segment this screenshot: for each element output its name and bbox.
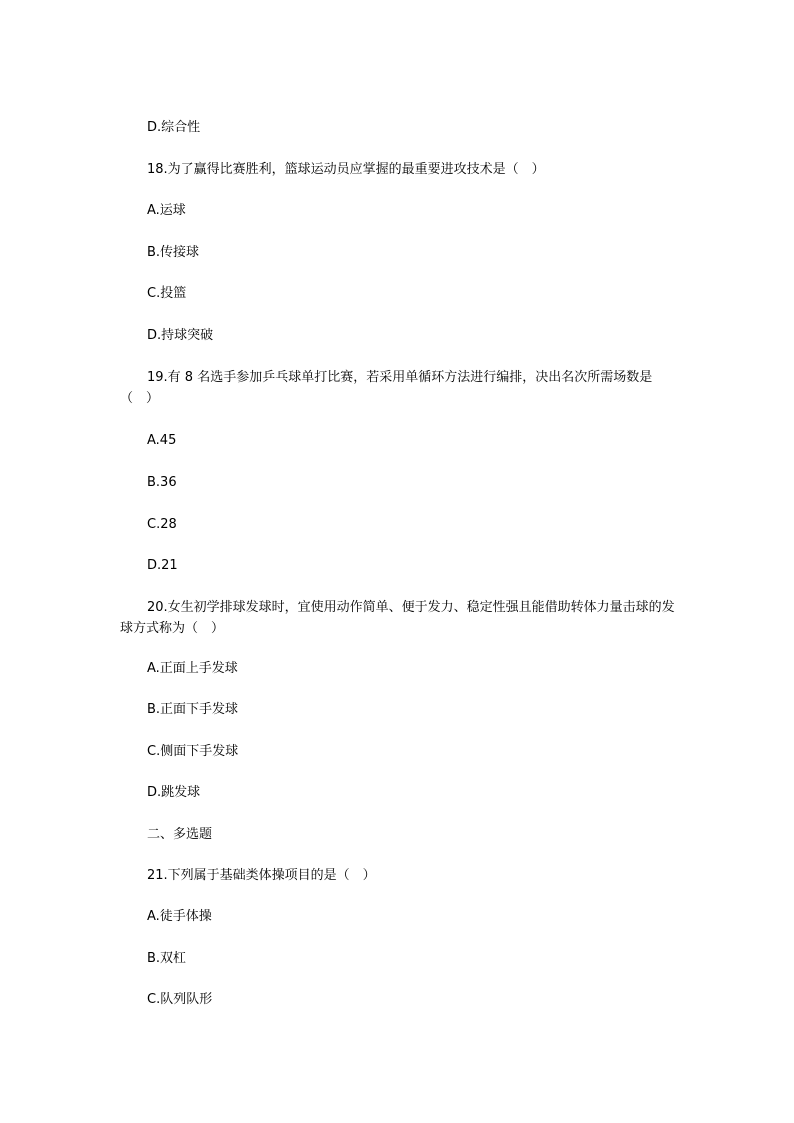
q18-option-d: D.持球突破 — [147, 328, 214, 343]
section-heading-multiple-choice: 二、多选题 — [147, 827, 213, 842]
q20-option-a: A.正面上手发球 — [147, 661, 238, 676]
q20-option-b: B.正面下手发球 — [147, 702, 239, 717]
q19-option-b: B.36 — [147, 475, 177, 490]
q19-option-a: A.45 — [147, 433, 177, 448]
q20-option-d: D.跳发球 — [147, 785, 201, 800]
q21-option-b: B.双杠 — [147, 951, 187, 966]
q18-stem: 18.为了赢得比赛胜利，篮球运动员应掌握的最重要进攻技术是（ ） — [147, 162, 545, 177]
q19-option-c: C.28 — [147, 517, 177, 532]
q21-option-c: C.队列队形 — [147, 992, 213, 1007]
q20-option-c: C.侧面下手发球 — [147, 744, 239, 759]
q17-option-d: D.综合性 — [147, 120, 201, 135]
q18-option-a: A.运球 — [147, 203, 186, 218]
q19-stem: 19.有 8 名选手参加乒乓球单打比赛，若采用单循环方法进行编排，决出名次所需场数是（ ） — [120, 370, 653, 406]
q21-stem: 21.下列属于基础类体操项目的是（ ） — [147, 868, 376, 883]
q21-option-a: A.徒手体操 — [147, 909, 212, 924]
q20-stem: 20.女生初学排球发球时，宜使用动作简单、便于发力、稳定性强且能借助转体力量击球的发球方式称为（ ） — [120, 600, 675, 636]
q18-option-c: C.投篮 — [147, 286, 187, 301]
q18-option-b: B.传接球 — [147, 245, 200, 260]
q19-option-d: D.21 — [147, 558, 178, 573]
